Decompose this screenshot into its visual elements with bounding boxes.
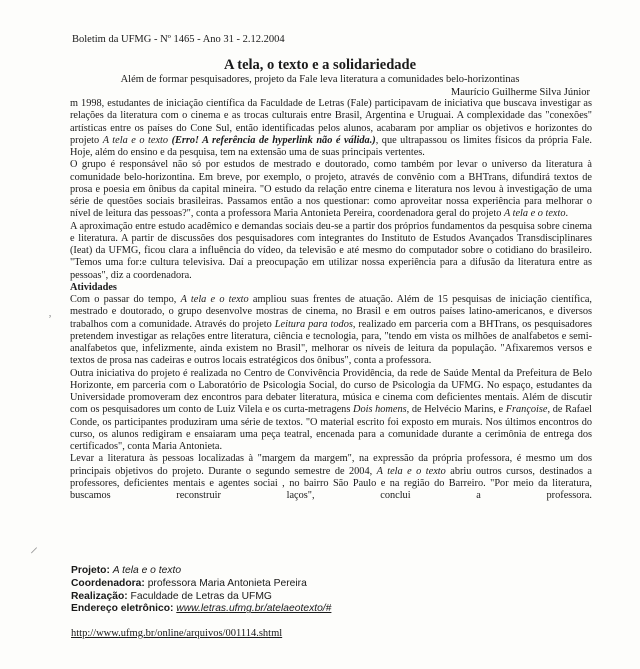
project-name: A tela e o texto bbox=[102, 134, 169, 146]
paragraph-4-text-a: Com o passar do tempo, bbox=[70, 294, 181, 305]
credit-project bbox=[71, 565, 591, 578]
paragraph-4-text-c: , realizado em parceria com a BHTrans, os pesquisadores pretendem investigar as relações entre literatura, ciência e tecnologia, para, "tendo em vista os milhões de analfabetos e semi-analfabetos que, infelizmente, ainda existem no Brasil", melhorar os níveis de leitura da população. "Afixaremos versos e textos de prosa nas cadeiras e outros locais estratégicos dos ônibus", conta a professora. bbox=[70, 318, 592, 367]
paragraph-2-text-a: O grupo é responsável não só por estudos de mestrado e doutorado, como também por levar o universo da literatura à comunidade belo-horizontina. Em breve, por exemplo, o projeto, através de convênio com a BHTrans, difundirá textos de prosa e poesia em ônibus da capital mineira. "O estudo da relação entre cinema e literatura nos levou à investigação de uma série de questões sociais brasileiras. Passamos então a nos questionar: como aproveitar nossa experiência para melhorar o nível de leitura das pessoas?", conta a professora Maria Antonieta Pereira, coordenadora geral do projeto bbox=[70, 159, 592, 220]
credit-value: A tela e o texto bbox=[112, 565, 182, 576]
source-url-link[interactable]: http://www.ufmg.br/online/arquivos/001114.shtml bbox=[71, 628, 283, 639]
publication-header: Boletim da UFMG - Nº 1465 - Ano 31 - 2.12.2004 bbox=[72, 34, 285, 45]
credit-email bbox=[71, 603, 591, 616]
project-name: A tela e o texto bbox=[180, 294, 249, 305]
project-website-link[interactable]: www.letras.ufmg.br/atelaeotexto/# bbox=[176, 603, 332, 615]
paragraph-5-text-b: , de Helvécio Marins, e bbox=[406, 404, 506, 416]
project-name: A tela e o texto bbox=[503, 208, 566, 220]
project-name: A tela e o texto bbox=[376, 465, 446, 477]
credit-value: professora Maria Antonieta Pereira bbox=[147, 577, 307, 589]
film-title: Dois homens bbox=[353, 404, 407, 416]
credit-realization bbox=[71, 591, 591, 604]
paragraph-2 bbox=[70, 159, 592, 220]
paragraph-4-text-b: ampliou suas frentes de atuação. Além de 15 pesquisas de iniciação científica, mestrado e doutorado, o grupo desenvolve mostras de cinema, no Brasil e em outros países latino-americanos, e diversos trabalhos com a comunidade. Através do projeto bbox=[70, 294, 593, 330]
credit-value: Faculdade de Letras da UFMG bbox=[130, 590, 272, 602]
paragraph-6-text-a: Levar a literatura às pessoas localizadas à "margem da margem", na expressão da própria professora, é mesmo um dos principais objetivos do projeto. Durante o segundo semestre de 2004, bbox=[70, 453, 592, 477]
section-heading: Atividades bbox=[70, 281, 117, 293]
article-title: A tela, o texto e a solidariedade bbox=[223, 57, 417, 73]
article-subtitle: Além de formar pesquisadores, projeto da Fale leva literatura a comunidades belo-horizontinas bbox=[120, 74, 520, 85]
film-title: Françoise bbox=[505, 404, 548, 416]
article-author: Maurício Guilherme Silva Júnior bbox=[450, 87, 590, 98]
credits-block bbox=[71, 565, 591, 616]
paragraph-1 bbox=[70, 98, 592, 159]
subproject-name: Leitura para todos bbox=[274, 318, 353, 330]
paragraph-6 bbox=[70, 453, 592, 502]
credit-label: Coordenadora: bbox=[71, 577, 145, 589]
credit-coordinator bbox=[71, 578, 591, 591]
scan-mark: ⸝ bbox=[30, 539, 39, 556]
paragraph-5 bbox=[70, 368, 592, 454]
credit-label: Endereço eletrônico: bbox=[71, 603, 174, 615]
hyperlink-error: (Erro! A referência de hyperlink não é válida.) bbox=[171, 134, 376, 146]
paragraph-2-text-b: . bbox=[565, 208, 569, 220]
paragraph-5-text-c: , de Rafael Conde, os participantes produziram uma série de textos. "O material escrito foi exposto em murais. Nos últimos encontros do curso, os alunos redigiram e ensaiaram uma peça teatral, encenada para a comunidade durante a cerimônia de entrega dos certificados", conta Maria Antonieta. bbox=[70, 404, 592, 452]
credit-label: Realização: bbox=[71, 590, 128, 602]
paragraph-6-text-b: abriu outros cursos, destinados a professores, deficientes mentais e agentes sociai , no bairro São Paulo e na região do Barreiro. "Por meio da literatura, buscamos reconstruir laços", conclui a professora. bbox=[70, 465, 592, 501]
credit-label: Projeto: bbox=[71, 565, 110, 576]
paragraph-5-text-a: Outra iniciativa do projeto é realizada no Centro de Convivência Providência, da rede de Saúde Mental da Prefeitura de Belo Horizonte, em parceria com o Laboratório de Psicologia Social, do curso de Psicologia da UFMG. No espaço, estudantes da Universidade promoveram dez encontros para debater literatura, música e cinema com deficientes mentais. Além de discutir com os pesquisadores um conto de Luiz Vilela e os curta-metragens bbox=[70, 367, 592, 416]
paragraph-1-text-a: m 1998, estudantes de iniciação científica da Faculdade de Letras (Fale) participavam de iniciativa que buscava investigar as relações da literatura com o cinema e as trocas culturais entre Brasil, Argentina e Uruguai. A complexidade das "conexões" artísticas entre os países do Cone Sul, então identificadas pelos alunos, acabaram por ampliar os objetivos e horizontes do projeto bbox=[70, 98, 592, 146]
scan-mark: ʼ bbox=[48, 312, 52, 326]
paragraph-3: A aproximação entre estudo acadêmico e demandas sociais deu-se a partir dos próprios fundamentos da pesquisa sobre cinema e literatura. A partir de discussões dos pesquisadores com integrantes do Instituto de Estudos Avançados Transdisciplinares (Ieat) da UFMG, ficou clara a influência do vídeo, da televisão e até mesmo do computador sobre o cotidiano do brasileiro. "Temos uma for:e cultura televisiva. Daí a preocupação em utilizar nossa experiência para a difusão da literatura entre as pessoas", diz a coordenadora. bbox=[70, 220, 592, 281]
paragraph-4 bbox=[70, 294, 592, 368]
article-body bbox=[70, 98, 592, 502]
paragraph-1-text-b: , que ultrapassou os limites físicos da própria Fale. Hoje, além do ensino e da pesquisa, tem na extensão uma de suas principais vertentes. bbox=[70, 134, 592, 158]
